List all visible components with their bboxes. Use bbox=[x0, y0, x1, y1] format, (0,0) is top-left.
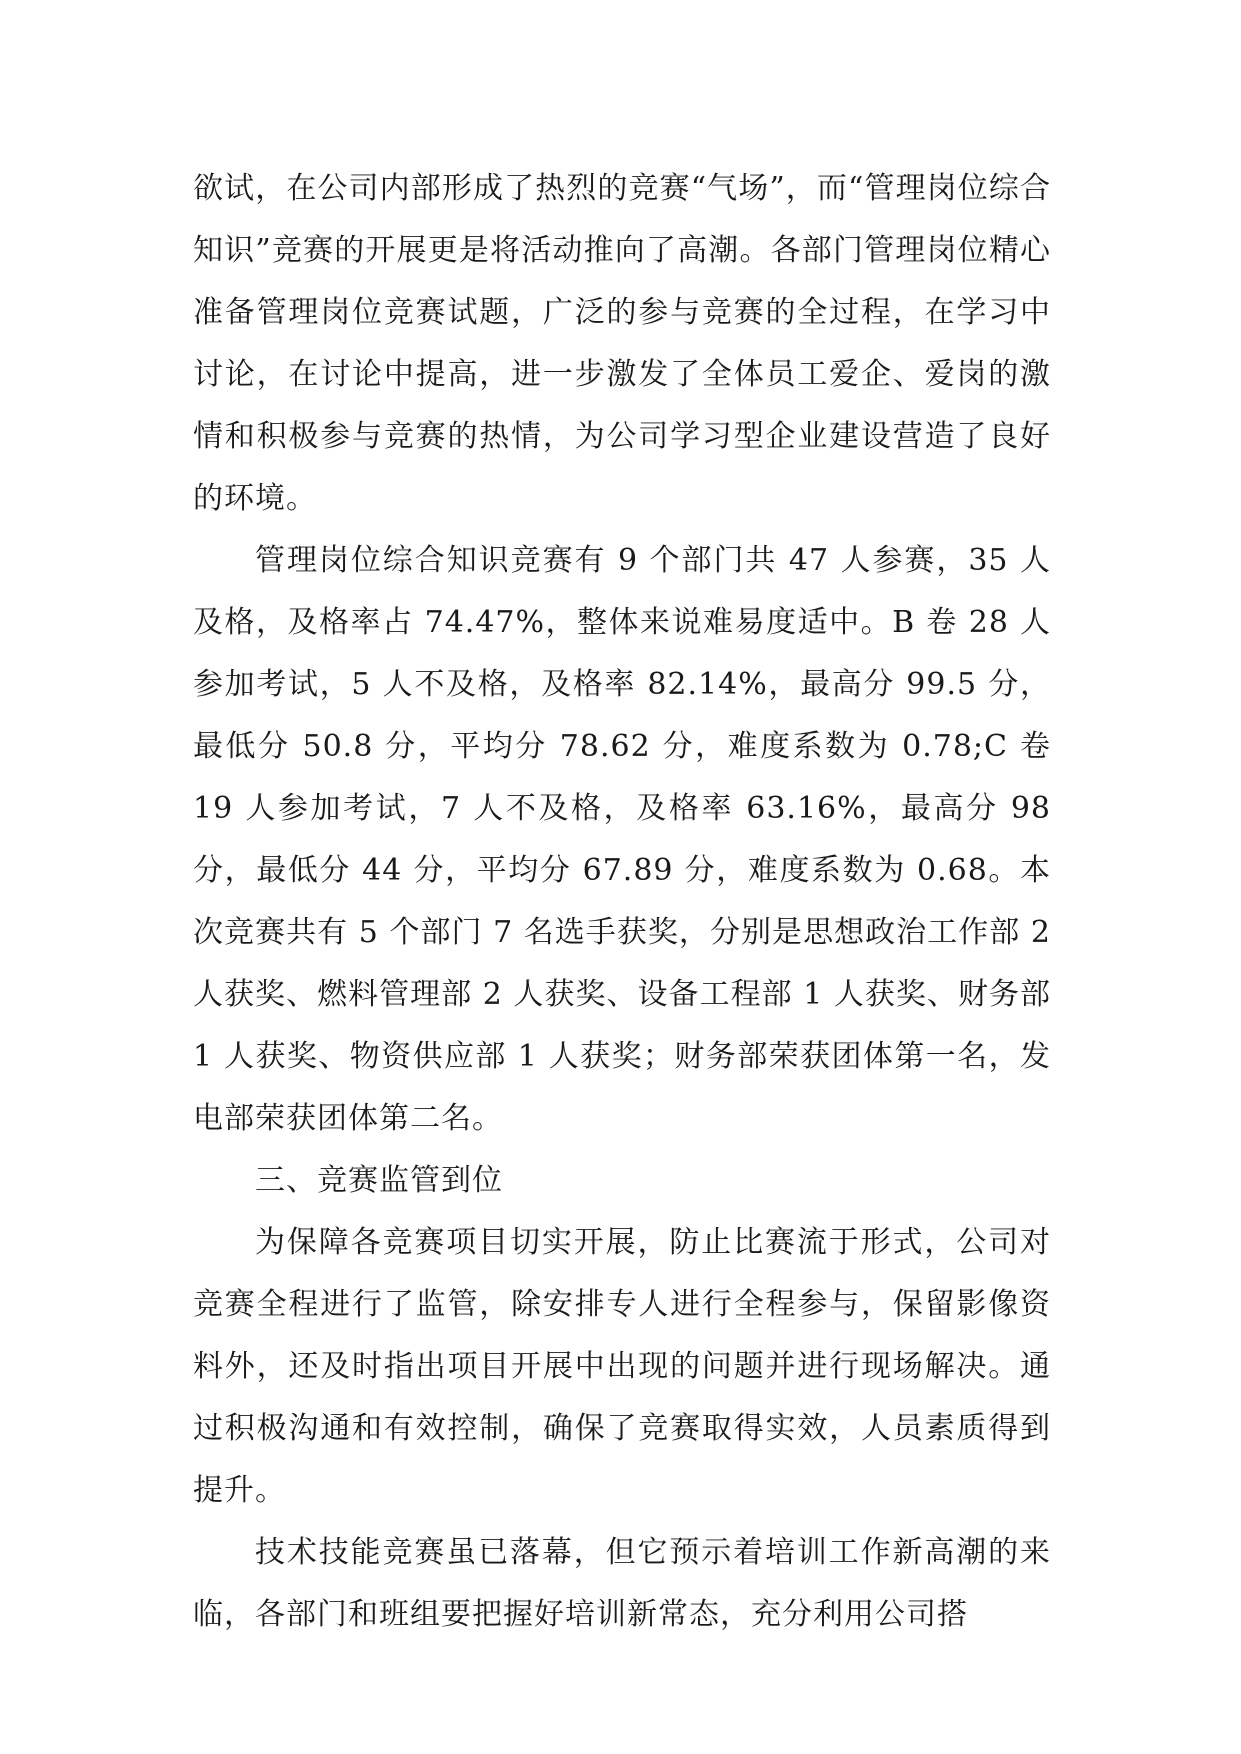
paragraph-competition-results: 管理岗位综合知识竞赛有 9 个部门共 47 人参赛，35 人及格，及格率占 74.47%，整体来说难易度适中。B 卷 28 人参加考试，5 人不及格，及格率 82.14%，最高分 99.5 分，最低分 50.8 分，平均分 78.62 分，难度系数为 0.78;C 卷 19 人参加考试，7 人不及格，及格率 63.16%，最高分 98 分，最低分 44 分，平均分 67.89 分，难度系数为 0.68。本次竞赛共有 5 个部门 7 名选手获奖，分别是思想政治工作部 2 人获奖、燃料管理部 2 人获奖、设备工程部 1 人获奖、财务部 1 人获奖、物资供应部 1 人获奖；财务部荣获团体第一名，发电部荣获团体第二名。 bbox=[193, 543, 1051, 1136]
document-body bbox=[193, 158, 1051, 1646]
section-heading-supervision: 三、竞赛监管到位 bbox=[255, 1163, 503, 1198]
paragraph-supervision: 为保障各竞赛项目切实开展，防止比赛流于形式，公司对竞赛全程进行了监管，除安排专人进行全程参与，保留影像资料外，还及时指出项目开展中出现的问题并进行现场解决。通过积极沟通和有效控制，确保了竞赛取得实效，人员素质得到提升。 bbox=[193, 1225, 1051, 1508]
paragraph-outlook: 技术技能竞赛虽已落幕，但它预示着培训工作新高潮的来临，各部门和班组要把握好培训新常态，充分利用公司搭 bbox=[193, 1535, 1051, 1632]
paragraph-continuation: 欲试，在公司内部形成了热烈的竞赛“气场”，而“管理岗位综合知识”竞赛的开展更是将活动推向了高潮。各部门管理岗位精心准备管理岗位竞赛试题，广泛的参与竞赛的全过程，在学习中讨论，在讨论中提高，进一步激发了全体员工爱企、爱岗的激情和积极参与竞赛的热情，为公司学习型企业建设营造了良好的环境。 bbox=[193, 171, 1051, 516]
